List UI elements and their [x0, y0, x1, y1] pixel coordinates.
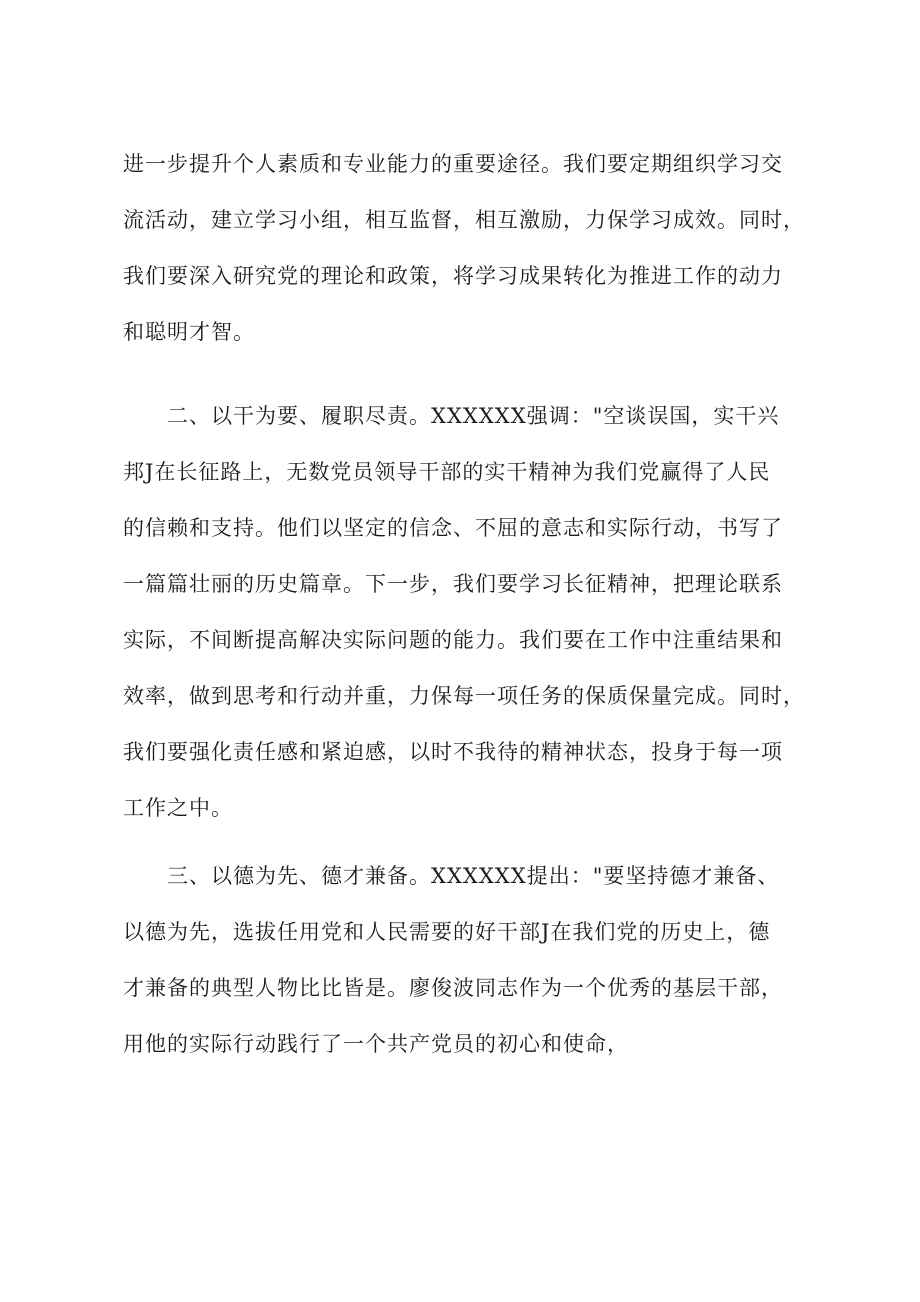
- paragraph-line: 邦J在长征路上，无数党员领导干部的实干精神为我们党赢得了人民: [123, 460, 771, 484]
- paragraph-line: 一篇篇壮丽的历史篇章。下一步，我们要学习长征精神，把理论联系: [123, 572, 783, 596]
- paragraph-line: 的信赖和支持。他们以坚定的信念、不屈的意志和实际行动，书写了: [123, 516, 783, 540]
- paragraph-2: [123, 388, 813, 836]
- paragraph-line: 我们要深入研究党的理论和政策，将学习成果转化为推进工作的动力: [123, 264, 783, 288]
- paragraph-line: 才兼备的典型人物比比皆是。廖俊波同志作为一个优秀的基层干部，: [123, 976, 783, 1000]
- paragraph-line: 和聪明才智。: [123, 320, 255, 344]
- paragraph-line: 工作之中。: [123, 796, 233, 820]
- paragraph-3: [123, 848, 813, 1072]
- section-heading-line: 三、以德为先、德才兼备。XXXXXX提出："要坚持德才兼备、: [167, 864, 780, 888]
- paragraph-1: [123, 136, 813, 360]
- paragraph-line: 进一步提升个人素质和专业能力的重要途径。我们要定期组织学习交: [123, 152, 783, 176]
- section-heading-line: 二、以干为要、履职尽责。XXXXXX强调："空谈误国，实干兴: [167, 404, 780, 428]
- paragraph-line: 效率，做到思考和行动并重，力保每一项任务的保质保量完成。同时，: [123, 684, 805, 708]
- paragraph-line: 我们要强化责任感和紧迫感，以时不我待的精神状态，投身于每一项: [123, 740, 783, 764]
- paragraph-line: 用他的实际行动践行了一个共产党员的初心和使命，: [123, 1032, 629, 1056]
- paragraph-line: 以德为先，选拔任用党和人民需要的好干部J在我们党的历史上，德: [123, 920, 771, 944]
- paragraph-line: 实际，不间断提高解决实际问题的能力。我们要在工作中注重结果和: [123, 628, 783, 652]
- paragraph-line: 流活动，建立学习小组，相互监督，相互激励，力保学习成效。同时，: [123, 208, 805, 232]
